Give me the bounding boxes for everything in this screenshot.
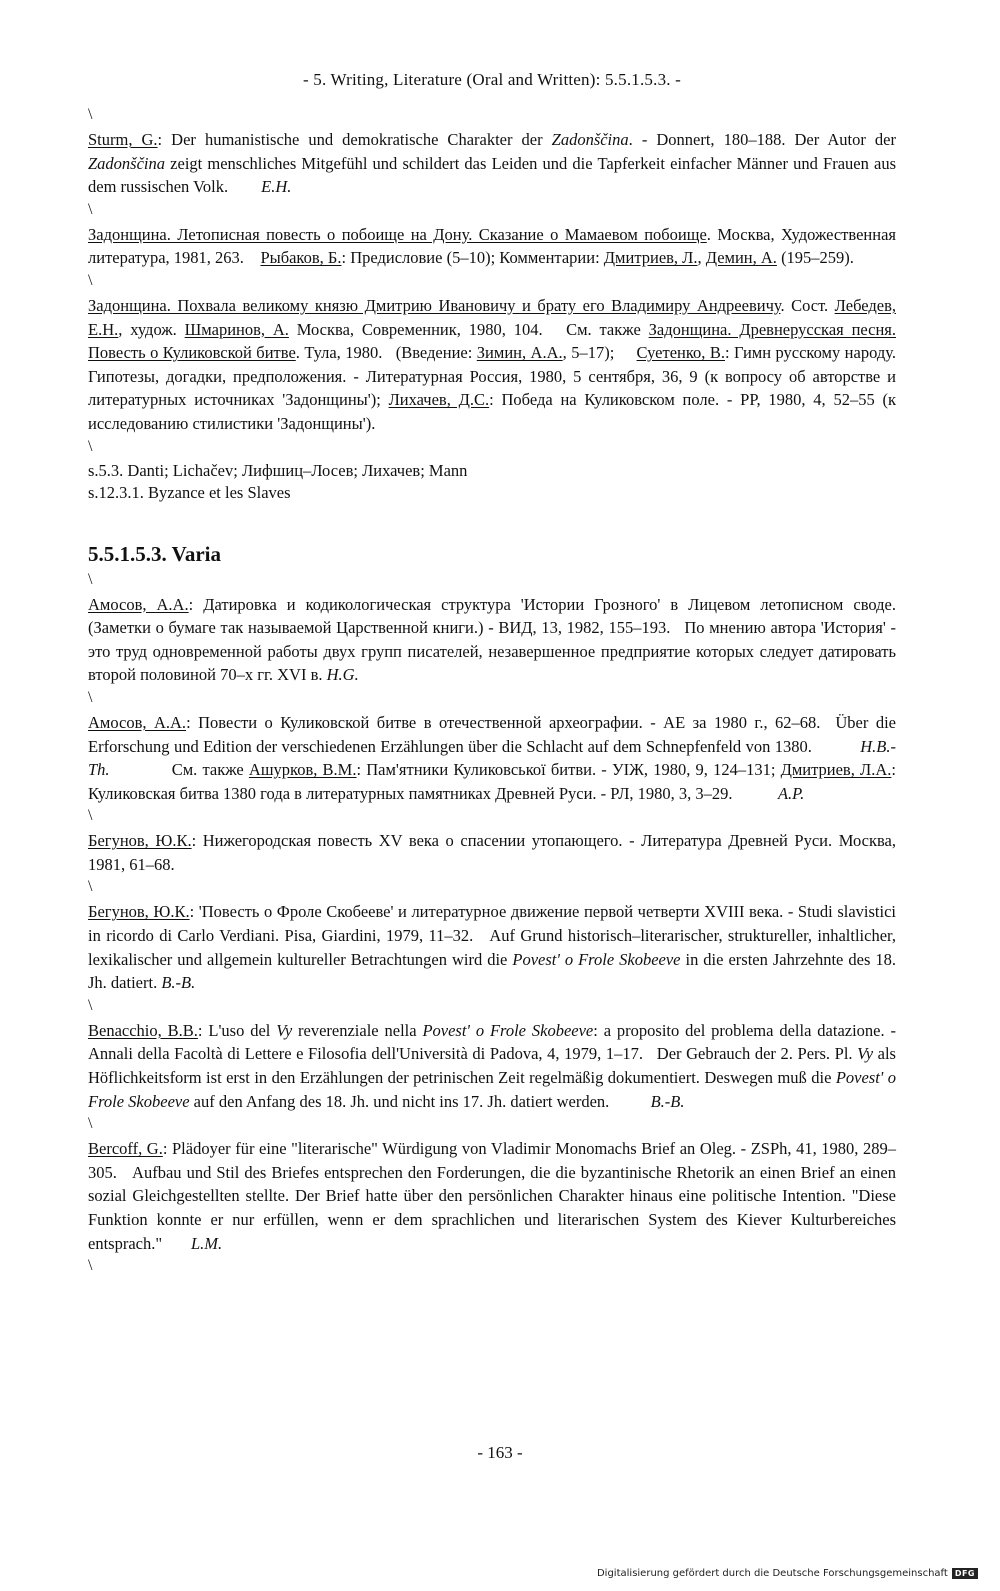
entry-separator: \ [88, 1257, 93, 1275]
author-or-title: Рыбаков, Б. [260, 248, 342, 268]
footer-text: Digitalisierung gefördert durch die Deutsche Forschungsgemeinschaft [596, 1568, 948, 1579]
entry-text: als Höflichkeitsform ist erst in den Erzählungen der petrinischen Zeit regelmäßig dokumentiert. Deswegen muß die [88, 1044, 896, 1088]
running-header: - 5. Writing, Literature (Oral and Written): 5.5.1.5.3. - [302, 70, 682, 89]
entry-text: См. также [109, 760, 249, 780]
author-or-title: Лебедев, Е.Н. [88, 295, 896, 339]
cross-reference: s.5.3. Danti; Lichačev; Лифшиц–Лосев; Лихачев; Mann [88, 460, 468, 480]
italic-text: Vy [857, 1044, 874, 1064]
entry-text: : Датировка и кодикологическая структура 'Истории Грозного' в Лицевом летописном своде. (Заметки о бумаге так называемой Царственной книги.) - ВИД, 13, 1982, 155–193. По мнению автора 'История' - это труд одновременной работы двух групп писателей, незавершенное предприятие которых следует датировать второй половиной 70–х гг. XVI в. [88, 594, 896, 685]
entry-text: : Победа на Куликовском поле. - РР, 1980, 4, 52–55 (к исследованию стилистики 'Задонщины'). [88, 390, 896, 433]
dfg-logo-icon: DFG [952, 1568, 978, 1579]
italic-text: Povest' o Frole Skobeeve [512, 949, 681, 969]
bibliography-entry [88, 1137, 896, 1255]
bibliography-entry [88, 593, 896, 687]
author-or-title: Бегунов, Ю.К. [88, 902, 190, 922]
entry-text: : 'Повесть о Фроле Скобееве' и литературное движение первой четверти XVIII века. - Studi slavistici in ricordo di Carlo Verdiani. Pisa, Giardini, 1979, 11–32. Auf Grund historisch–literarischer, struktureller, inhaltlicher, lexikalischer und allgemein kultureller Betrachtungen wird die [88, 902, 896, 969]
bibliography-entry [88, 223, 896, 270]
italic-text: Povest' o Frole Skobeeve [422, 1020, 594, 1040]
entry-text: : L'uso del [197, 1020, 277, 1040]
author-or-title: Суетенко, В. [636, 343, 725, 363]
author-or-title: Зимин, А.А. [476, 343, 563, 363]
entry-separator: \ [88, 106, 93, 123]
entry-text: : Предисловие (5–10); Комментарии: [341, 248, 604, 268]
entry-text: in die ersten Jahrzehnte des 18. Jh. datiert. [88, 949, 896, 993]
entry-separator: \ [88, 271, 93, 289]
italic-text: Povest' o Frole Skobeeve [88, 1068, 896, 1111]
document-page [88, 70, 896, 1279]
italic-text: B.-B. [650, 1091, 685, 1111]
italic-text: H.G. [326, 665, 359, 685]
entry-text: Москва, Современник, 1980, 104. См. также [288, 319, 649, 339]
italic-text: H.B.-Th. [88, 736, 896, 780]
entry-text: . Сост. [780, 295, 835, 315]
author-or-title: Bercoff, G. [88, 1139, 163, 1159]
author-or-title: Амосов, А.А. [88, 594, 189, 614]
entry-text: (195–259). [776, 248, 854, 268]
author-or-title: Задонщина. Древнерусская песня. Повесть о Куликовской битве [88, 319, 896, 363]
author-or-title: Ашурков, В.М. [248, 760, 357, 780]
entry-separator: \ [88, 807, 93, 825]
entry-separator: \ [88, 996, 93, 1014]
bibliography-entry [88, 900, 896, 994]
entry-text: : Куликовская битва 1380 года в литературных памятниках Древней Руси. - РЛ, 1980, 3, 3–29. [88, 760, 896, 803]
italic-text: Vy [276, 1020, 293, 1040]
italic-text: A.P. [777, 783, 805, 803]
author-or-title: Шмаринов, А. [184, 319, 289, 339]
entry-separator: \ [88, 878, 93, 896]
italic-text: E.H. [261, 177, 292, 197]
entry-text: : Der humanistische und demokratische Charakter der [157, 130, 552, 149]
entry-text: auf den Anfang des 18. Jh. und nicht ins 17. Jh. datiert werden. [189, 1091, 651, 1111]
bibliography-entry [88, 294, 896, 436]
entry-text: : Повести о Куликовской битве в отечественной археографии. - АЕ за 1980 г., 62–68. Über die Erforschung und Edition der verschiedenen Erzählungen über die Schlacht auf dem Schnepfenfeld von 1380. [88, 712, 896, 756]
bibliography-entry [88, 1019, 896, 1113]
italic-text: Zadonščina [88, 153, 166, 173]
author-or-title: Sturm, G. [88, 130, 158, 149]
author-or-title: Задонщина. Летописная повесть о побоище на Дону. Сказание о Мамаевом побоище [88, 224, 707, 244]
entry-text: : Нижегородская повесть XV века о спасении утопающего. - Литература Древней Руси. Москва, 1981, 61–68. [88, 831, 896, 874]
author-or-title: Бегунов, Ю.К. [88, 831, 192, 851]
author-or-title: Дмитриев, Л. [603, 248, 698, 268]
entry-text: : Пам'ятники Куликовської битви. - УІЖ, 1980, 9, 124–131; [356, 760, 781, 780]
section-title: 5.5.1.5.3. Varia [88, 541, 222, 566]
cross-reference: s.12.3.1. Byzance et les Slaves [88, 482, 291, 502]
entry-text: : a proposito del problema della datazione. - Annali della Facoltà di Lettere e Filosofia dell'Università di Padova, 4, 1979, 1–17. Der Gebrauch der 2. Pers. Pl. [88, 1020, 896, 1064]
italic-text: L.M. [190, 1233, 223, 1253]
italic-text: Zadonščina [551, 130, 629, 149]
bibliography-entry [88, 128, 896, 199]
entry-text: . Москва, Художественная литература, 1981, 263. [88, 224, 896, 268]
entry-text: : Гимн русскому народу. Гипотезы, догадки, предположения. - Литературная Россия, 1980, 5 сентября, 36, 9 (к вопросу об авторстве и литературных источниках 'Задонщины'); [88, 343, 896, 410]
author-or-title: Задонщина. Похвала великому князю Дмитрию Ивановичу и брату его Владимиру Андреевичу [88, 295, 781, 315]
footer-credit [597, 1568, 978, 1579]
page-number: - 163 - [477, 1443, 523, 1462]
entry-text: : Plädoyer für eine "literarische" Würdigung von Vladimir Monomachs Brief an Oleg. - ZSPh, 41, 1980, 289–305. Aufbau und Stil des Briefes entsprechen den Forderungen, die die byzantinische Rhetorik an einen Brief an einen sozial Gleichgestellten stellte. Der Brief hatte über den persönlichen Charakter hinaus eine politische Intention. "Diese Funktion konnte er nur erfüllen, wenn er dem sprachlichen und literarischen System des Kiever Kulturbereiches entsprach." [88, 1139, 896, 1253]
author-or-title: Benacchio, B.B. [88, 1020, 198, 1040]
entry-text: . Тула, 1980. (Введение: [295, 343, 477, 363]
entry-separator: \ [88, 688, 93, 706]
author-or-title: Демин, А. [705, 248, 777, 268]
bibliography-entry [88, 829, 896, 876]
author-or-title: Дмитриев, Л.А. [780, 760, 892, 780]
entry-text: zeigt menschliches Mitgefühl und schildert das Leiden und die Tapferkeit einfacher Männer und Frauen aus dem russischen Volk. [88, 153, 896, 197]
entry-text: , 5–17); [562, 343, 637, 363]
entry-separator: \ [88, 200, 93, 218]
entry-text: reverenziale nella [292, 1020, 423, 1040]
entry-separator: \ [88, 437, 93, 455]
entry-separator: \ [88, 570, 93, 588]
entry-text: , [697, 248, 706, 268]
author-or-title: Амосов, А.А. [88, 712, 187, 732]
italic-text: B.-B. [161, 973, 196, 993]
entry-text: , худож. [118, 319, 185, 339]
bibliography-entry [88, 711, 896, 805]
author-or-title: Лихачев, Д.С. [388, 390, 490, 410]
entry-text: . - Donnert, 180–188. Der Autor der [628, 130, 896, 149]
entry-separator: \ [88, 1115, 93, 1133]
